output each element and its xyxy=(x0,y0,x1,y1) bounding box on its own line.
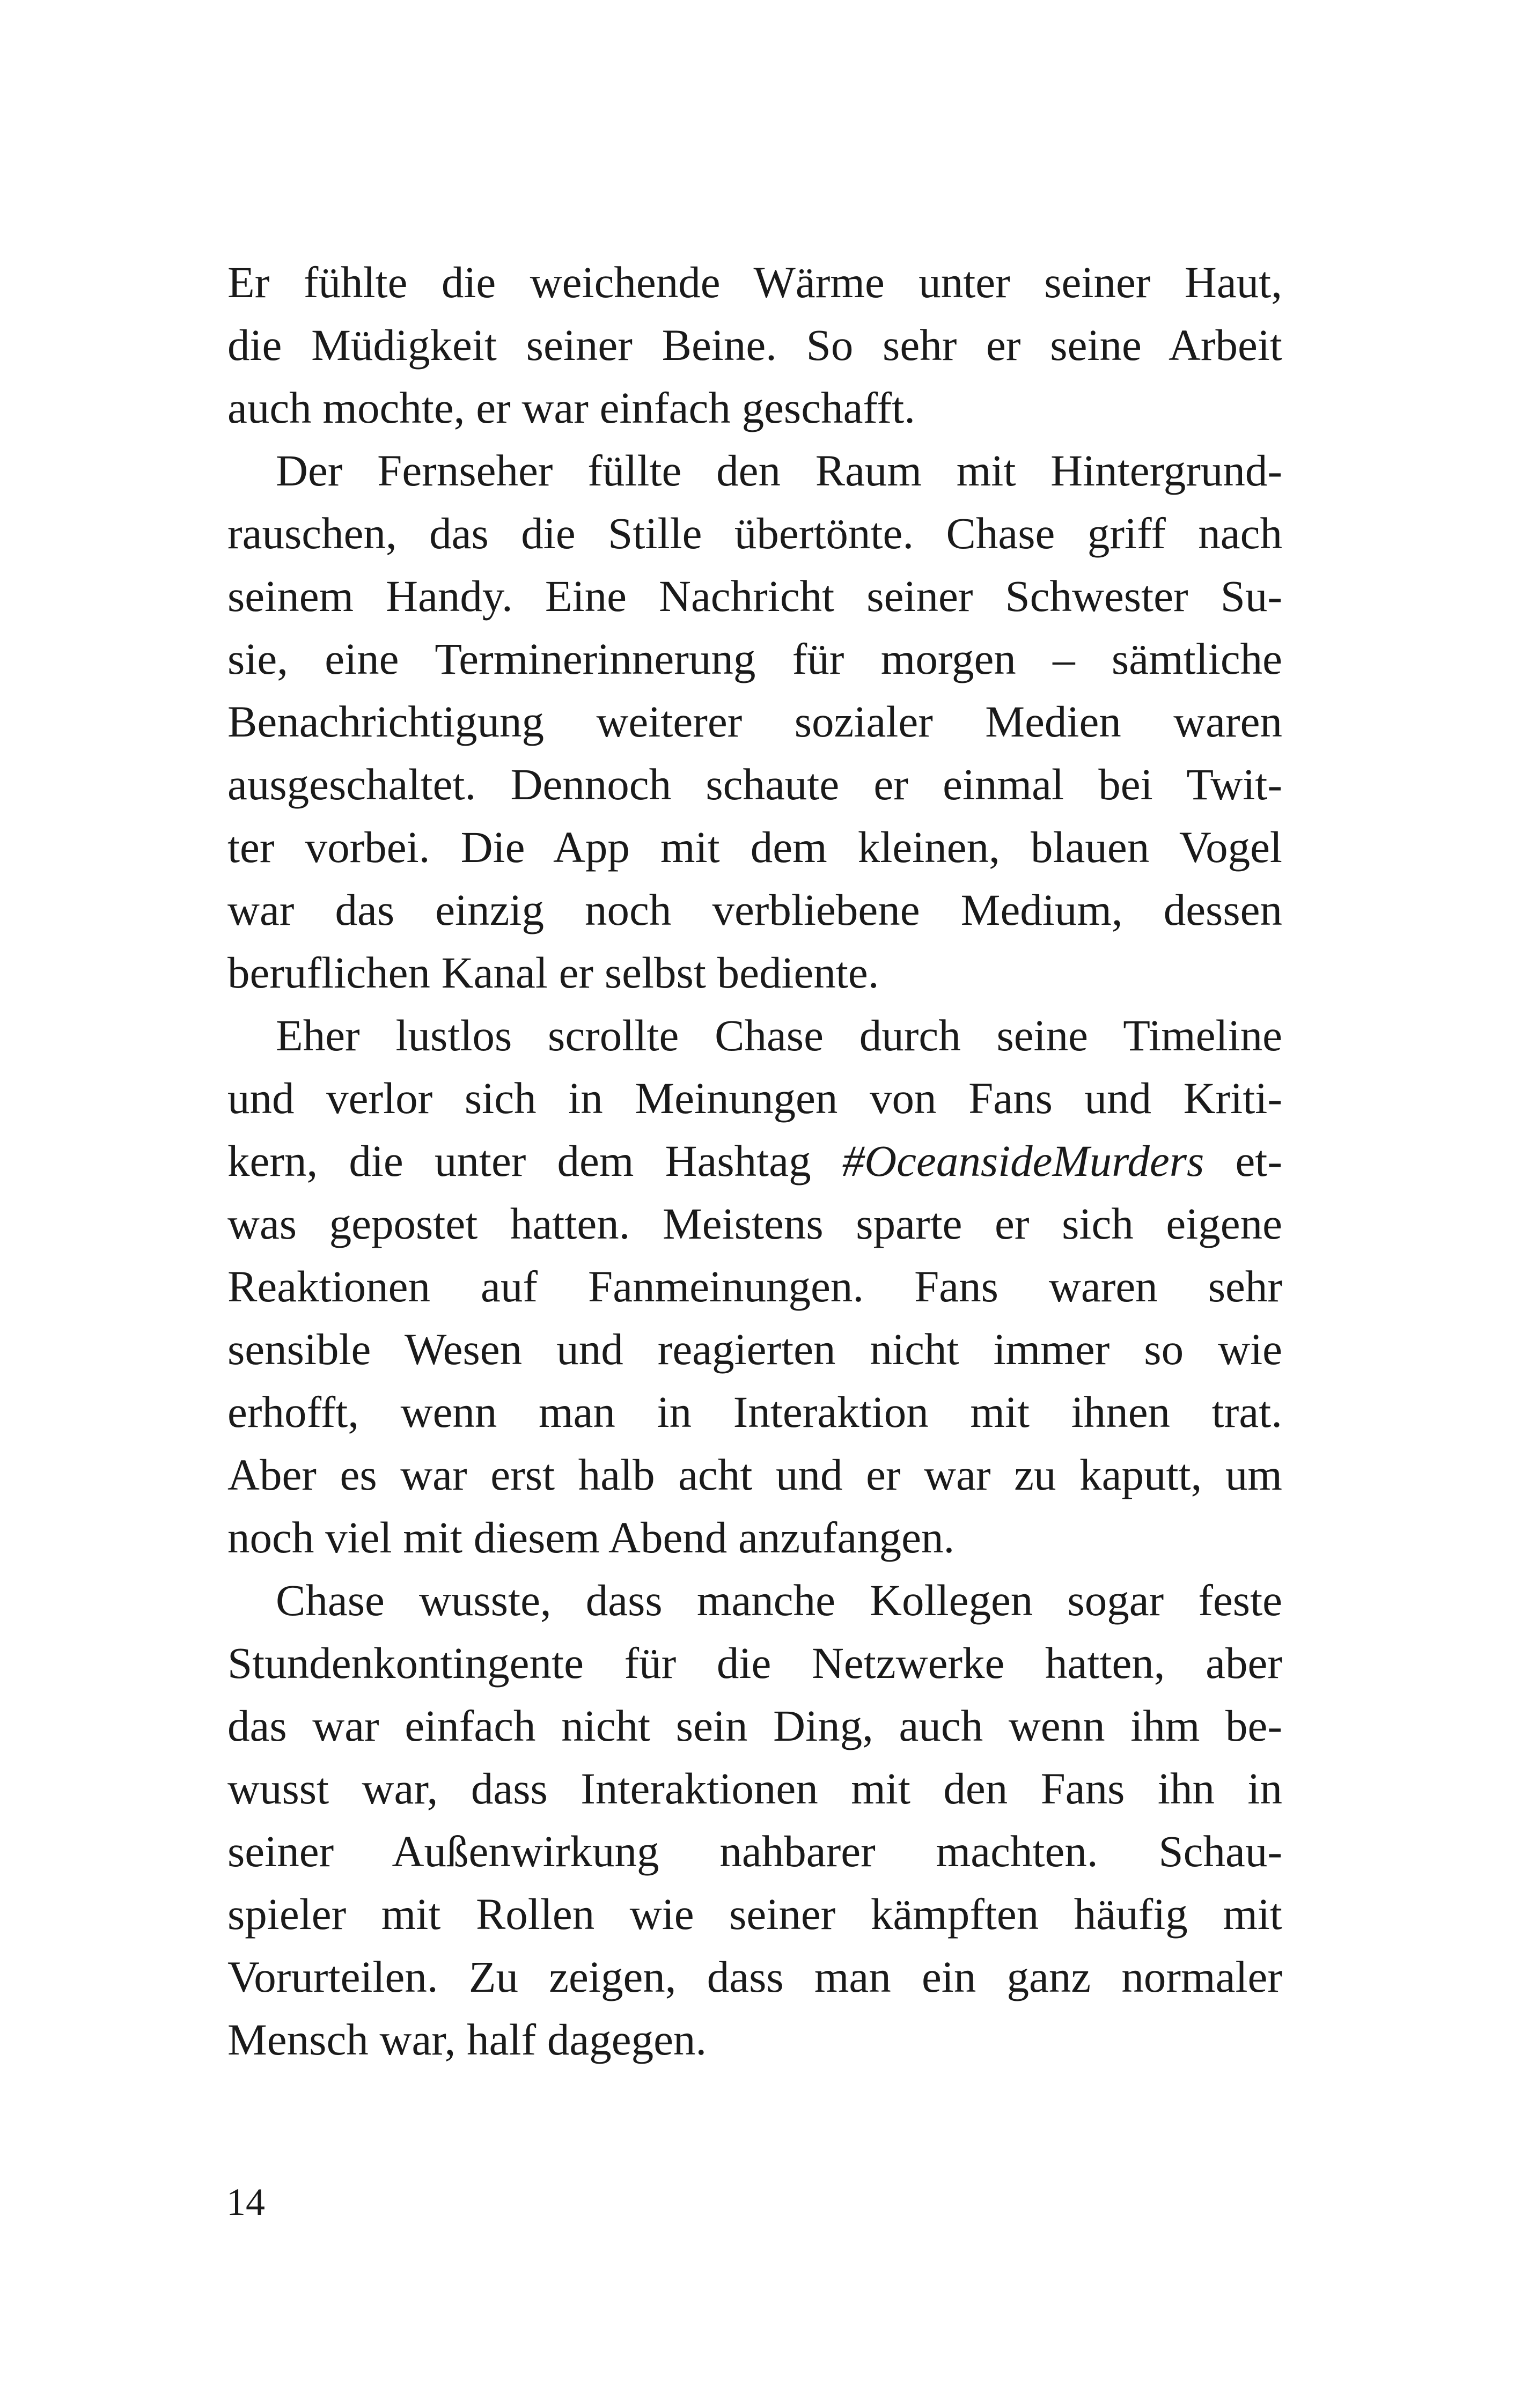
text-line: Er fühlte die weichende Wärme unter seiner Haut, xyxy=(227,257,1282,307)
text-line: Aber es war erst halb acht und er war zu kaputt, um xyxy=(227,1450,1282,1499)
text-line: Stundenkontingente für die Netzwerke hatten, aber xyxy=(227,1638,1282,1688)
text-line: Eher lustlos scrollte Chase durch seine Timeline xyxy=(276,1011,1282,1060)
body-text xyxy=(227,251,1282,2071)
text-line: auch mochte, er war einfach geschafft. xyxy=(227,383,916,432)
paragraph-2 xyxy=(227,439,1282,1004)
text-line: das war einfach nicht sein Ding, auch wenn ihm be- xyxy=(227,1701,1282,1750)
text-line: wusst war, dass Interaktionen mit den Fans ihn in xyxy=(227,1764,1282,1813)
text-line: die Müdigkeit seiner Beine. So sehr er seine Arbeit xyxy=(227,320,1282,370)
page-number: 14 xyxy=(226,2181,265,2223)
text-line: Vorurteilen. Zu zeigen, dass man ein ganz normaler xyxy=(227,1952,1282,2001)
text-line: war das einzig noch verbliebene Medium, dessen xyxy=(227,885,1282,934)
text-line: erhofft, wenn man in Interaktion mit ihnen trat. xyxy=(227,1387,1282,1437)
text-line: sie, eine Terminerinnerung für morgen – sämtliche xyxy=(227,634,1282,683)
text-line: ausgeschaltet. Dennoch schaute er einmal bei Twit- xyxy=(227,760,1282,809)
text-line: seinem Handy. Eine Nachricht seiner Schwester Su- xyxy=(227,571,1282,621)
text-line: Der Fernseher füllte den Raum mit Hintergrund- xyxy=(276,446,1282,495)
text-line: was gepostet hatten. Meistens sparte er sich eigene xyxy=(227,1199,1282,1248)
text-line-with-hashtag xyxy=(227,1130,1282,1192)
text-line: Benachrichtigung weiterer sozialer Medien waren xyxy=(227,697,1282,746)
text-segment: kern, die unter dem Hashtag xyxy=(227,1136,842,1185)
text-line: und verlor sich in Meinungen von Fans und Kriti- xyxy=(227,1073,1282,1123)
paragraph-3 xyxy=(227,1004,1282,1569)
text-line: sensible Wesen und reagierten nicht immer so wie xyxy=(227,1324,1282,1374)
text-line: rauschen, das die Stille übertönte. Chase griff nach xyxy=(227,509,1282,558)
text-line: beruflichen Kanal er selbst bediente. xyxy=(227,948,879,997)
text-segment: et- xyxy=(1204,1136,1282,1185)
paragraph-4 xyxy=(227,1569,1282,2071)
text-line: noch viel mit diesem Abend anzufangen. xyxy=(227,1513,955,1562)
paragraph-1 xyxy=(227,251,1282,439)
text-line: ter vorbei. Die App mit dem kleinen, blauen Vogel xyxy=(227,822,1282,872)
text-line: Reaktionen auf Fanmeinungen. Fans waren sehr xyxy=(227,1262,1282,1311)
text-line: spieler mit Rollen wie seiner kämpften häufig mit xyxy=(227,1889,1282,1939)
hashtag: #OceansideMurders xyxy=(842,1136,1204,1185)
text-line: Mensch war, half dagegen. xyxy=(227,2015,707,2064)
text-line: Chase wusste, dass manche Kollegen sogar feste xyxy=(276,1575,1282,1625)
text-line: seiner Außenwirkung nahbarer machten. Schau- xyxy=(227,1827,1282,1876)
